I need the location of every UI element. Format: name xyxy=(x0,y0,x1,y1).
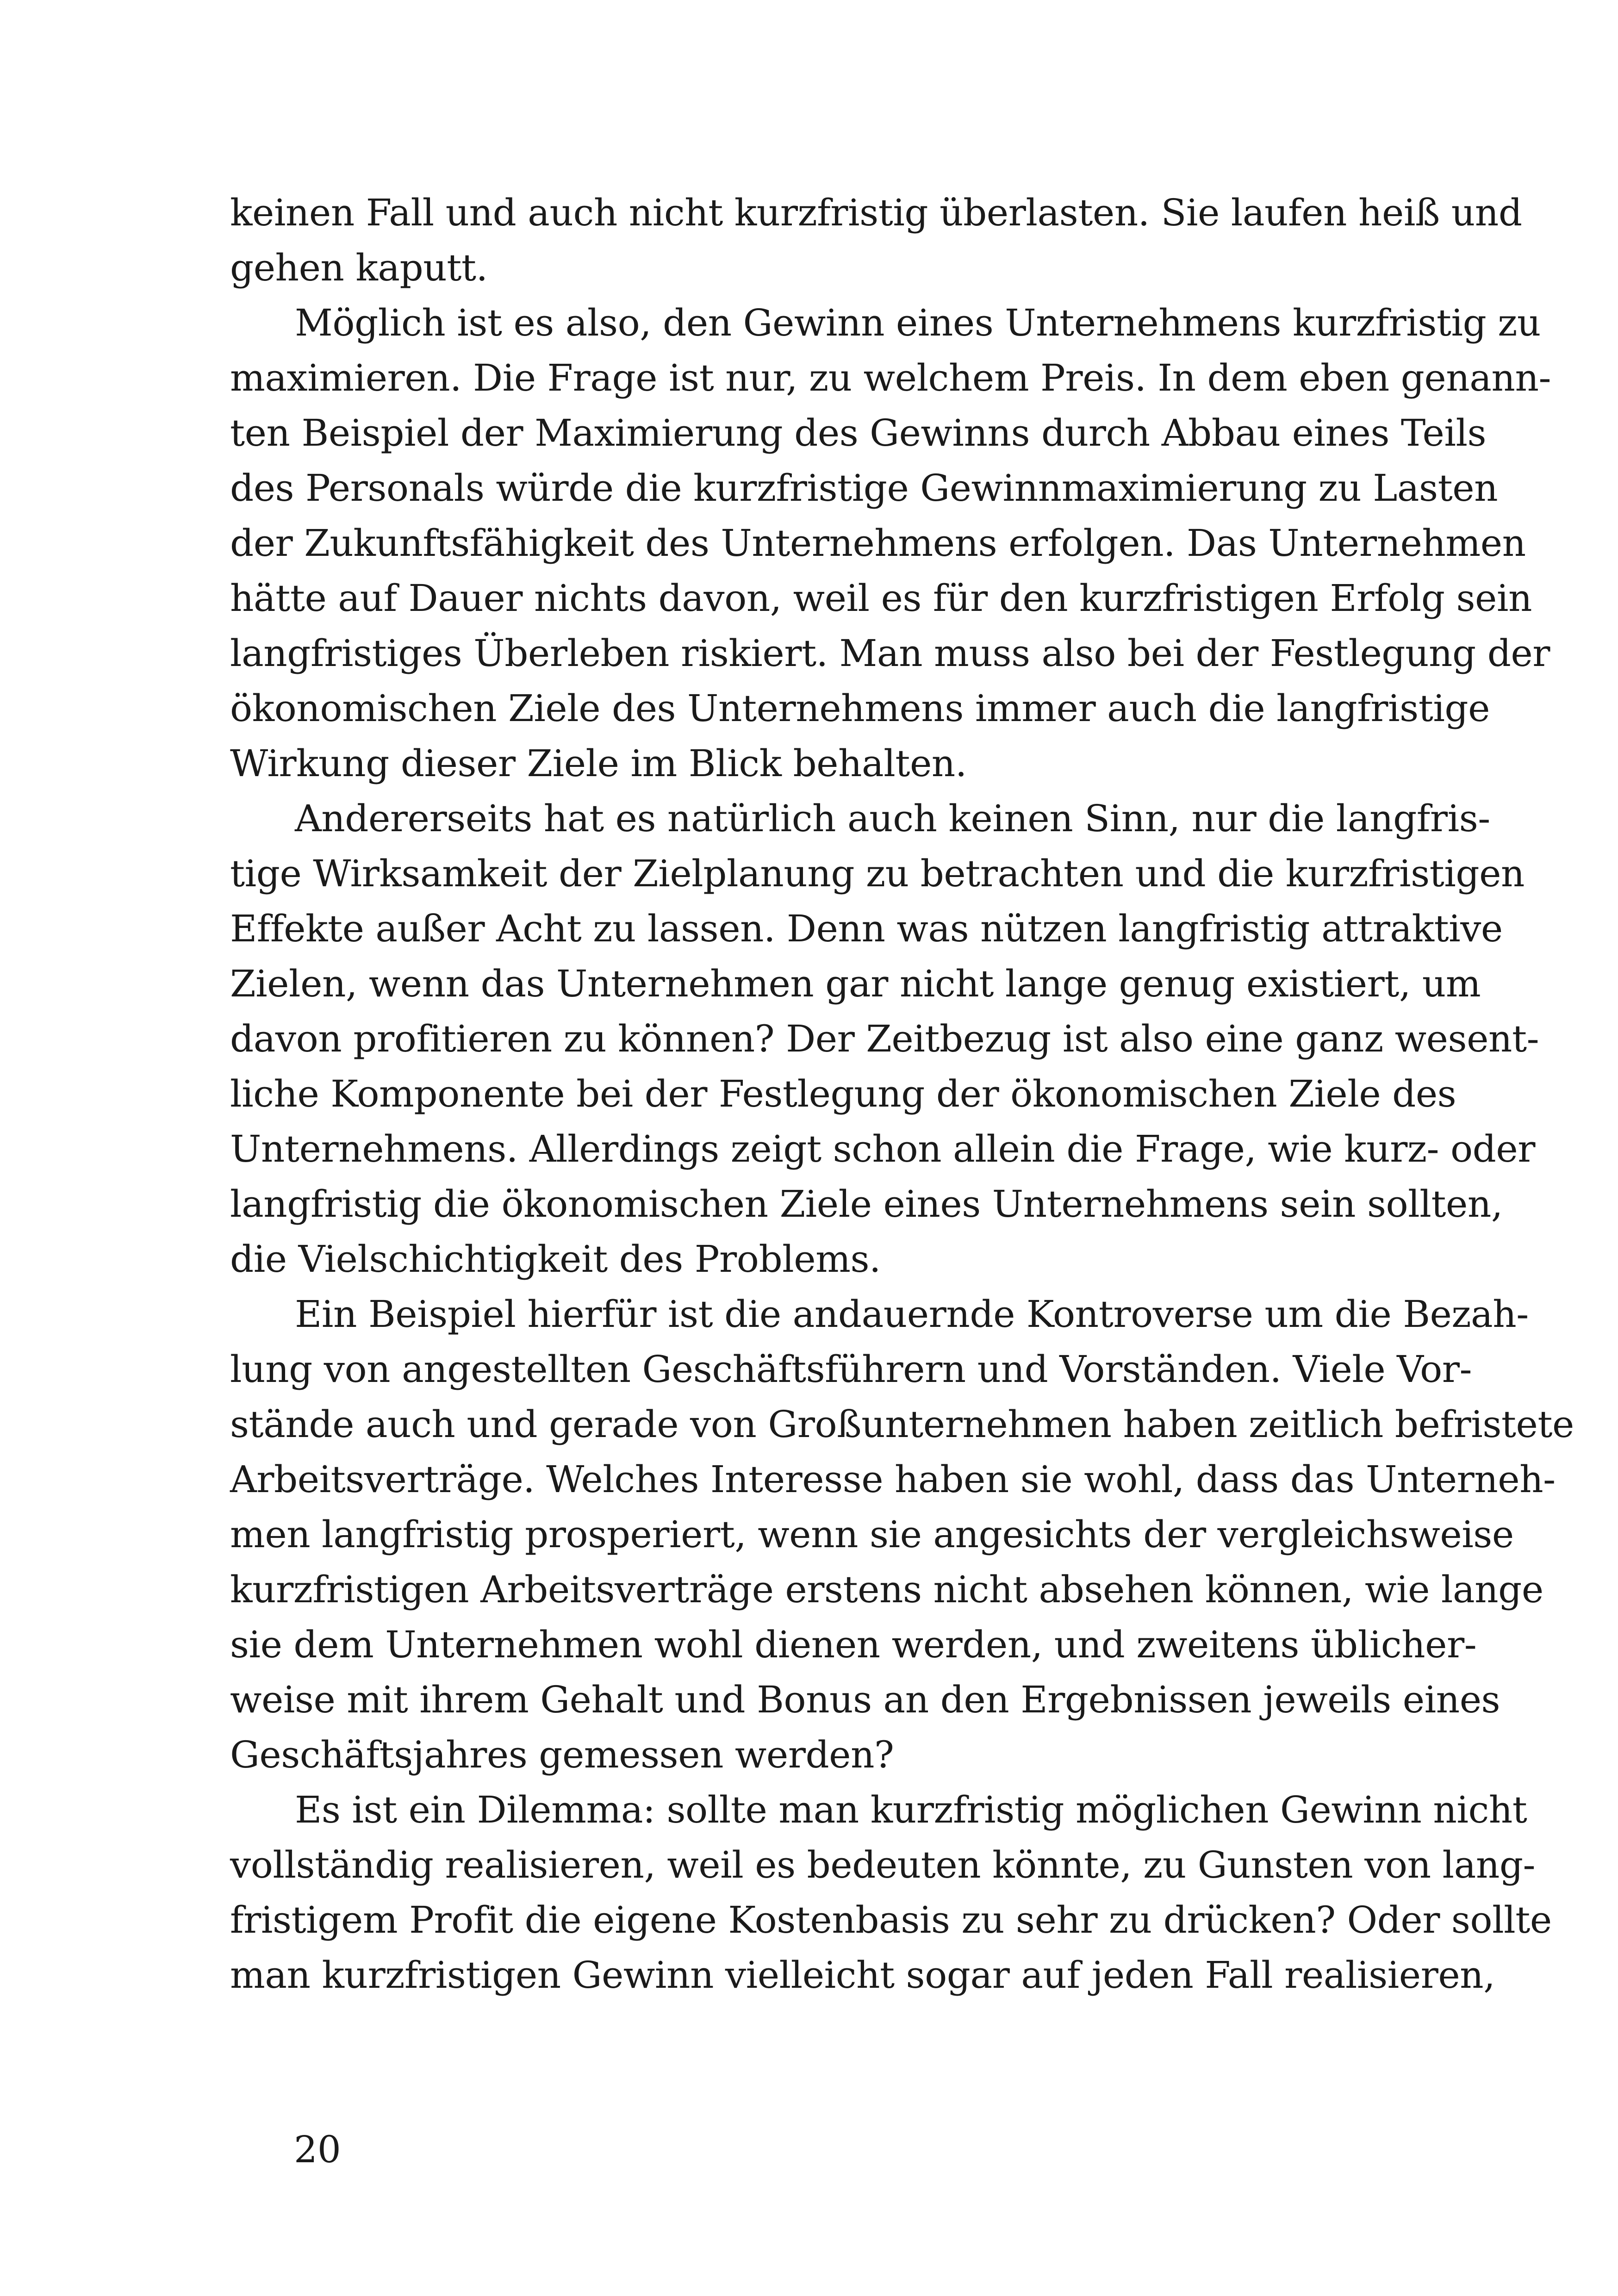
text-line: Geschäftsjahres gemessen werden? xyxy=(230,1733,894,1776)
page-number: 20 xyxy=(294,2128,341,2171)
text-line: Andererseits hat es natürlich auch keinen Sinn, nur die langfris- xyxy=(295,797,1490,840)
text-line: vollständig realisieren, weil es bedeuten könnte, zu Gunsten von lang- xyxy=(230,1843,1536,1886)
text-line: Ein Beispiel hierfür ist die andauernde Kontroverse um die Bezah- xyxy=(295,1293,1529,1336)
text-line: gehen kaputt. xyxy=(230,246,488,289)
text-line: man kurzfristigen Gewinn vielleicht sogar auf jeden Fall realisieren, xyxy=(230,1954,1495,1997)
text-line: ten Beispiel der Maximierung des Gewinns durch Abbau eines Teils xyxy=(230,411,1487,454)
text-line: des Personals würde die kurzfristige Gewinnmaximierung zu Lasten xyxy=(230,467,1498,510)
text-line: sie dem Unternehmen wohl dienen werden, und zweitens üblicher- xyxy=(230,1623,1477,1666)
text-line: davon profitieren zu können? Der Zeitbezug ist also eine ganz wesent- xyxy=(230,1017,1539,1060)
text-line: stände auch und gerade von Großunternehmen haben zeitlich befristete xyxy=(230,1403,1574,1446)
text-line: Wirkung dieser Ziele im Blick behalten. xyxy=(230,742,967,785)
text-line: weise mit ihrem Gehalt und Bonus an den Ergebnissen jeweils eines xyxy=(230,1678,1500,1721)
text-line: der Zukunftsfähigkeit des Unternehmens erfolgen. Das Unternehmen xyxy=(230,522,1526,565)
text-line: keinen Fall und auch nicht kurzfristig überlasten. Sie laufen heiß und xyxy=(230,191,1522,234)
text-line: ökonomischen Ziele des Unternehmens immer auch die langfristige xyxy=(230,687,1490,730)
text-line: fristigem Profit die eigene Kostenbasis zu sehr zu drücken? Oder sollte xyxy=(230,1898,1552,1941)
text-line: lung von angestellten Geschäftsführern und Vorständen. Viele Vor- xyxy=(230,1348,1472,1391)
text-line: die Vielschichtigkeit des Problems. xyxy=(230,1238,881,1281)
text-line: Effekte außer Acht zu lassen. Denn was nützen langfristig attraktive xyxy=(230,907,1503,950)
text-line: Arbeitsverträge. Welches Interesse haben sie wohl, dass das Unterneh- xyxy=(230,1458,1556,1501)
text-line: hätte auf Dauer nichts davon, weil es für den kurzfristigen Erfolg sein xyxy=(230,577,1532,620)
text-line: langfristiges Überleben riskiert. Man muss also bei der Festlegung der xyxy=(230,632,1550,675)
text-line: Zielen, wenn das Unternehmen gar nicht lange genug existiert, um xyxy=(230,962,1481,1005)
text-line: Möglich ist es also, den Gewinn eines Unternehmens kurzfristig zu xyxy=(295,301,1541,344)
text-line: liche Komponente bei der Festlegung der ökonomischen Ziele des xyxy=(230,1072,1456,1115)
text-line: tige Wirksamkeit der Zielplanung zu betrachten und die kurzfristigen xyxy=(230,852,1525,895)
text-line: langfristig die ökonomischen Ziele eines Unternehmens sein sollten, xyxy=(230,1182,1503,1226)
text-line: kurzfristigen Arbeitsverträge erstens nicht absehen können, wie lange xyxy=(230,1568,1543,1611)
text-line: men langfristig prosperiert, wenn sie angesichts der vergleichsweise xyxy=(230,1513,1514,1556)
text-line: Es ist ein Dilemma: sollte man kurzfristig möglichen Gewinn nicht xyxy=(295,1788,1527,1831)
text-line: Unternehmens. Allerdings zeigt schon allein die Frage, wie kurz- oder xyxy=(230,1127,1535,1170)
body-text xyxy=(230,185,1574,2003)
text-line: maximieren. Die Frage ist nur, zu welchem Preis. In dem eben genann- xyxy=(230,356,1551,399)
